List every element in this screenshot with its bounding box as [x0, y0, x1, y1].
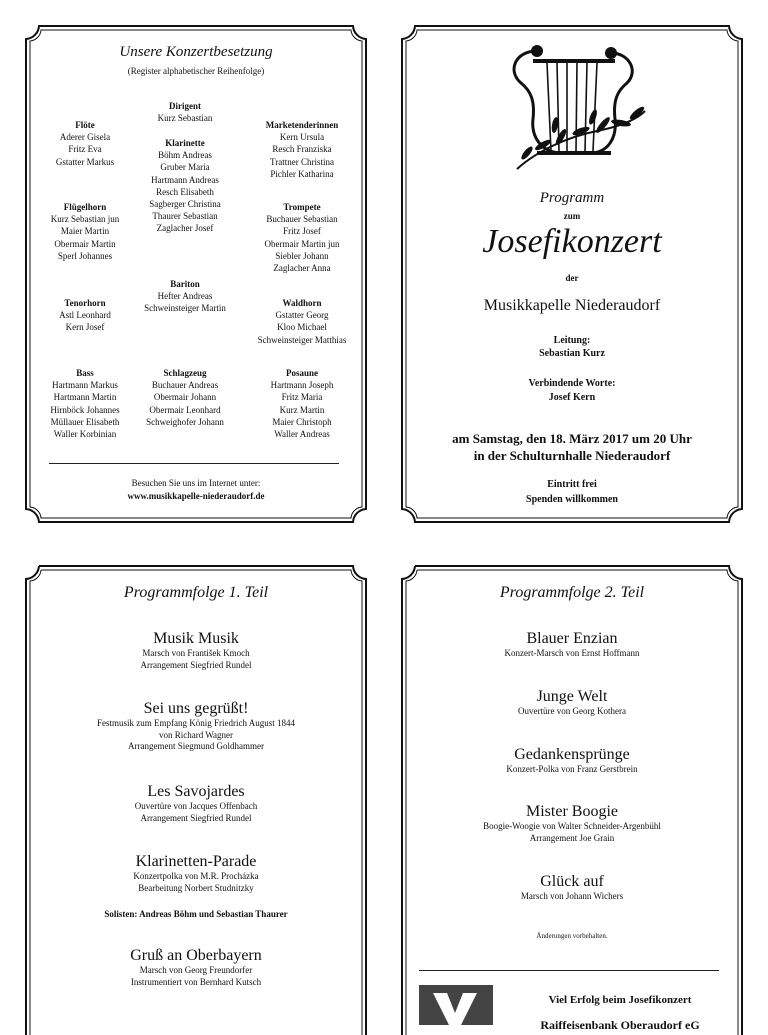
- program-piece: [401, 745, 743, 776]
- member-name: Kern Ursula: [279, 132, 325, 143]
- piece-title: Klarinetten-Parade: [135, 853, 257, 870]
- member-name: Aderer Gisela: [59, 132, 111, 143]
- member-name: Maier Martin: [60, 226, 110, 237]
- member-name: Böhm Andreas: [158, 150, 212, 161]
- piece-detail: Arrangement Siegmund Goldhammer: [128, 741, 264, 751]
- section-schlagzeug: [131, 367, 239, 428]
- panel-konzertbesetzung: [25, 25, 367, 523]
- member-name: Astl Leonhard: [59, 310, 111, 321]
- zum-label: zum: [563, 211, 581, 221]
- section-heading: Posaune: [285, 368, 318, 378]
- section-heading: Tenorhorn: [64, 298, 106, 308]
- piece-detail: Marsch von Georg Freundorfer: [139, 965, 253, 975]
- sponsor-name: Raiffeisenbank Oberaudorf eG: [540, 1018, 700, 1032]
- program-piece: [25, 699, 367, 753]
- member-name: Schweighofer Johann: [146, 416, 224, 427]
- leitung-name: Sebastian Kurz: [539, 348, 605, 359]
- piece-detail: Konzert-Marsch von Ernst Hoffmann: [504, 648, 640, 658]
- section-heading: Trompete: [283, 202, 321, 212]
- member-name: Hefter Andreas: [157, 291, 213, 302]
- section-heading: Waldhorn: [282, 298, 322, 308]
- piece-detail: Konzert-Polka von Franz Gerstbrein: [506, 764, 638, 774]
- band-roster-title: Unsere Konzertbesetzung: [119, 44, 273, 60]
- bank-logo-icon: [419, 985, 493, 1025]
- piece-detail: Ouvertüre von Georg Kothera: [517, 706, 627, 716]
- panel-programm-teil-2: [401, 565, 743, 1035]
- programm-label: Programm: [539, 190, 605, 206]
- program-piece: [25, 782, 367, 824]
- piece-title: Junge Welt: [536, 688, 608, 705]
- member-name: Fritz Eva: [68, 144, 102, 155]
- piece-detail: Bearbeitung Norbert Studnitzky: [138, 882, 254, 893]
- member-name: Pichler Katharina: [270, 168, 334, 179]
- date-line: am Samstag, den 18. März 2017 um 20 Uhr: [452, 431, 692, 446]
- program-piece: [401, 629, 743, 660]
- member-name: Hartmann Martin: [53, 392, 117, 403]
- member-name: Thaurer Sebastian: [152, 211, 218, 222]
- lyre-laurel-icon: [497, 41, 647, 173]
- member-name: Müllauer Elisabeth: [50, 416, 120, 427]
- section-heading: Marketenderinnen: [265, 120, 339, 130]
- member-name: Resch Franziska: [272, 144, 332, 155]
- member-name: Fritz Josef: [283, 226, 321, 237]
- program-piece: [401, 872, 743, 903]
- member-name: Waller Andreas: [274, 429, 330, 440]
- piece-title: Musik Musik: [153, 630, 239, 647]
- piece-detail: Instrumentiert von Bernhard Kutsch: [130, 976, 262, 987]
- worte-label: Verbindende Worte:: [528, 378, 616, 389]
- panel-title-page: [401, 25, 743, 523]
- section-heading: Bariton: [170, 279, 200, 289]
- piece-detail: Arrangement Siegfried Rundel: [140, 659, 252, 670]
- member-name: Buchauer Sebastian: [266, 214, 338, 225]
- member-name: Gstatter Markus: [55, 156, 115, 167]
- section-heading: Klarinette: [165, 138, 205, 148]
- soloists-note: Solisten: Andreas Böhm und Sebastian Thaurer: [104, 909, 288, 919]
- member-name: Obermair Johann: [153, 392, 217, 403]
- member-name: Kurz Sebastian jun: [50, 214, 120, 225]
- piece-title: Les Savojardes: [147, 783, 245, 800]
- changes-reserved-note: Änderungen vorbehalten.: [536, 932, 608, 940]
- programm-teil-2-title: Programmfolge 2. Teil: [499, 584, 645, 601]
- section-heading: Bass: [76, 368, 94, 378]
- entry-free: Eintritt frei: [547, 479, 597, 490]
- piece-title: Gedankensprünge: [514, 746, 630, 763]
- program-piece: [401, 687, 743, 718]
- panel-programm-teil-1: [25, 565, 367, 1035]
- band-name: Musikkapelle Niederaudorf: [483, 297, 661, 314]
- roster-subtitle: (Register alphabetischer Reihenfolge): [127, 66, 265, 76]
- piece-title: Glück auf: [540, 873, 604, 890]
- venue-line: in der Schulturnhalle Niederaudorf: [473, 448, 671, 463]
- section-fluegelhorn: [30, 201, 140, 262]
- piece-detail: Ouvertüre von Jacques Offenbach: [134, 801, 258, 811]
- section-heading: Flöte: [75, 120, 95, 130]
- piece-title: Blauer Enzian: [526, 630, 618, 647]
- der-label: der: [565, 273, 579, 283]
- member-name: Fritz Maria: [281, 392, 323, 403]
- member-name: Kurz Martin: [279, 404, 325, 415]
- section-dirigent: [135, 100, 235, 124]
- member-name: Kloo Michael: [277, 322, 327, 333]
- program-piece: [401, 802, 743, 844]
- piece-detail: Konzertpolka von M.R. Procházka: [133, 871, 259, 881]
- section-bass: [30, 367, 140, 440]
- member-name: Hartmann Joseph: [270, 380, 334, 391]
- member-name: Kurz Sebastian: [157, 113, 213, 124]
- member-name: Sagberger Christina: [149, 199, 221, 210]
- member-name: Obermair Leonhard: [149, 404, 221, 415]
- program-piece: [25, 852, 367, 894]
- member-name: Obermair Martin jun: [264, 238, 340, 249]
- piece-title: Mister Boogie: [526, 803, 618, 820]
- member-name: Gstatter Georg: [275, 310, 329, 321]
- member-name: Schweinsteiger Matthias: [257, 334, 347, 345]
- divider-line: [49, 463, 339, 464]
- piece-title: Gruß an Oberbayern: [130, 947, 262, 964]
- program-piece: [25, 629, 367, 671]
- section-heading: Schlagzeug: [163, 368, 207, 378]
- section-heading: Flügelhorn: [63, 202, 107, 212]
- section-floete: [30, 119, 140, 168]
- sponsor-message: Viel Erfolg beim Josefikonzert: [548, 994, 692, 1006]
- member-name: Buchauer Andreas: [151, 380, 219, 391]
- member-name: Resch Elisabeth: [156, 186, 214, 197]
- piece-detail: Arrangement Siegfried Rundel: [140, 812, 252, 823]
- piece-detail: Marsch von František Kmoch: [142, 648, 250, 658]
- concert-title: Josefikonzert: [482, 223, 662, 260]
- piece-detail: von Richard Wagner: [158, 729, 234, 740]
- member-name: Trattner Christina: [270, 156, 334, 167]
- section-waldhorn: [238, 297, 366, 346]
- section-heading: Dirigent: [169, 101, 201, 111]
- programm-teil-1-title: Programmfolge 1. Teil: [123, 584, 269, 601]
- section-marketenderinnen: [240, 119, 364, 180]
- member-name: Maier Christoph: [272, 416, 332, 427]
- member-name: Schweinsteiger Martin: [144, 303, 226, 314]
- piece-detail: Festmusik zum Empfang König Friedrich August 1844: [97, 718, 295, 728]
- worte-name: Josef Kern: [548, 392, 596, 403]
- divider-line: [419, 970, 719, 971]
- program-piece: [25, 946, 367, 988]
- section-bariton: [131, 278, 239, 315]
- donations-welcome: Spenden willkommen: [526, 494, 618, 505]
- member-name: Zaglacher Josef: [156, 223, 214, 234]
- piece-title: Sei uns gegrüßt!: [143, 700, 249, 717]
- member-name: Kern Josef: [65, 322, 105, 333]
- leitung-label: Leitung:: [553, 335, 591, 346]
- member-name: Gruber Maria: [160, 162, 210, 173]
- piece-detail: Arrangement Joe Grain: [529, 832, 615, 843]
- member-name: Obermair Martin: [54, 238, 116, 249]
- member-name: Siebler Johann: [275, 250, 329, 261]
- member-name: Sperl Johannes: [57, 250, 113, 261]
- member-name: Waller Korbinian: [53, 429, 117, 440]
- piece-detail: Boogie-Woogie von Walter Schneider-Argenbühl: [483, 821, 661, 831]
- section-klarinette: [133, 137, 237, 235]
- visit-text: Besuchen Sie uns im Internet unter:: [131, 478, 261, 488]
- section-posaune: [240, 367, 364, 440]
- section-tenorhorn: [30, 297, 140, 334]
- member-name: Hartmann Andreas: [151, 174, 219, 185]
- website-link[interactable]: www.musikkapelle-niederaudorf.de: [127, 491, 265, 501]
- piece-detail: Marsch von Johann Wichers: [520, 891, 624, 901]
- member-name: Zaglacher Anna: [273, 263, 331, 274]
- section-trompete: [240, 201, 364, 274]
- member-name: Hartmann Markus: [52, 380, 118, 391]
- member-name: Hirnböck Johannes: [50, 404, 120, 415]
